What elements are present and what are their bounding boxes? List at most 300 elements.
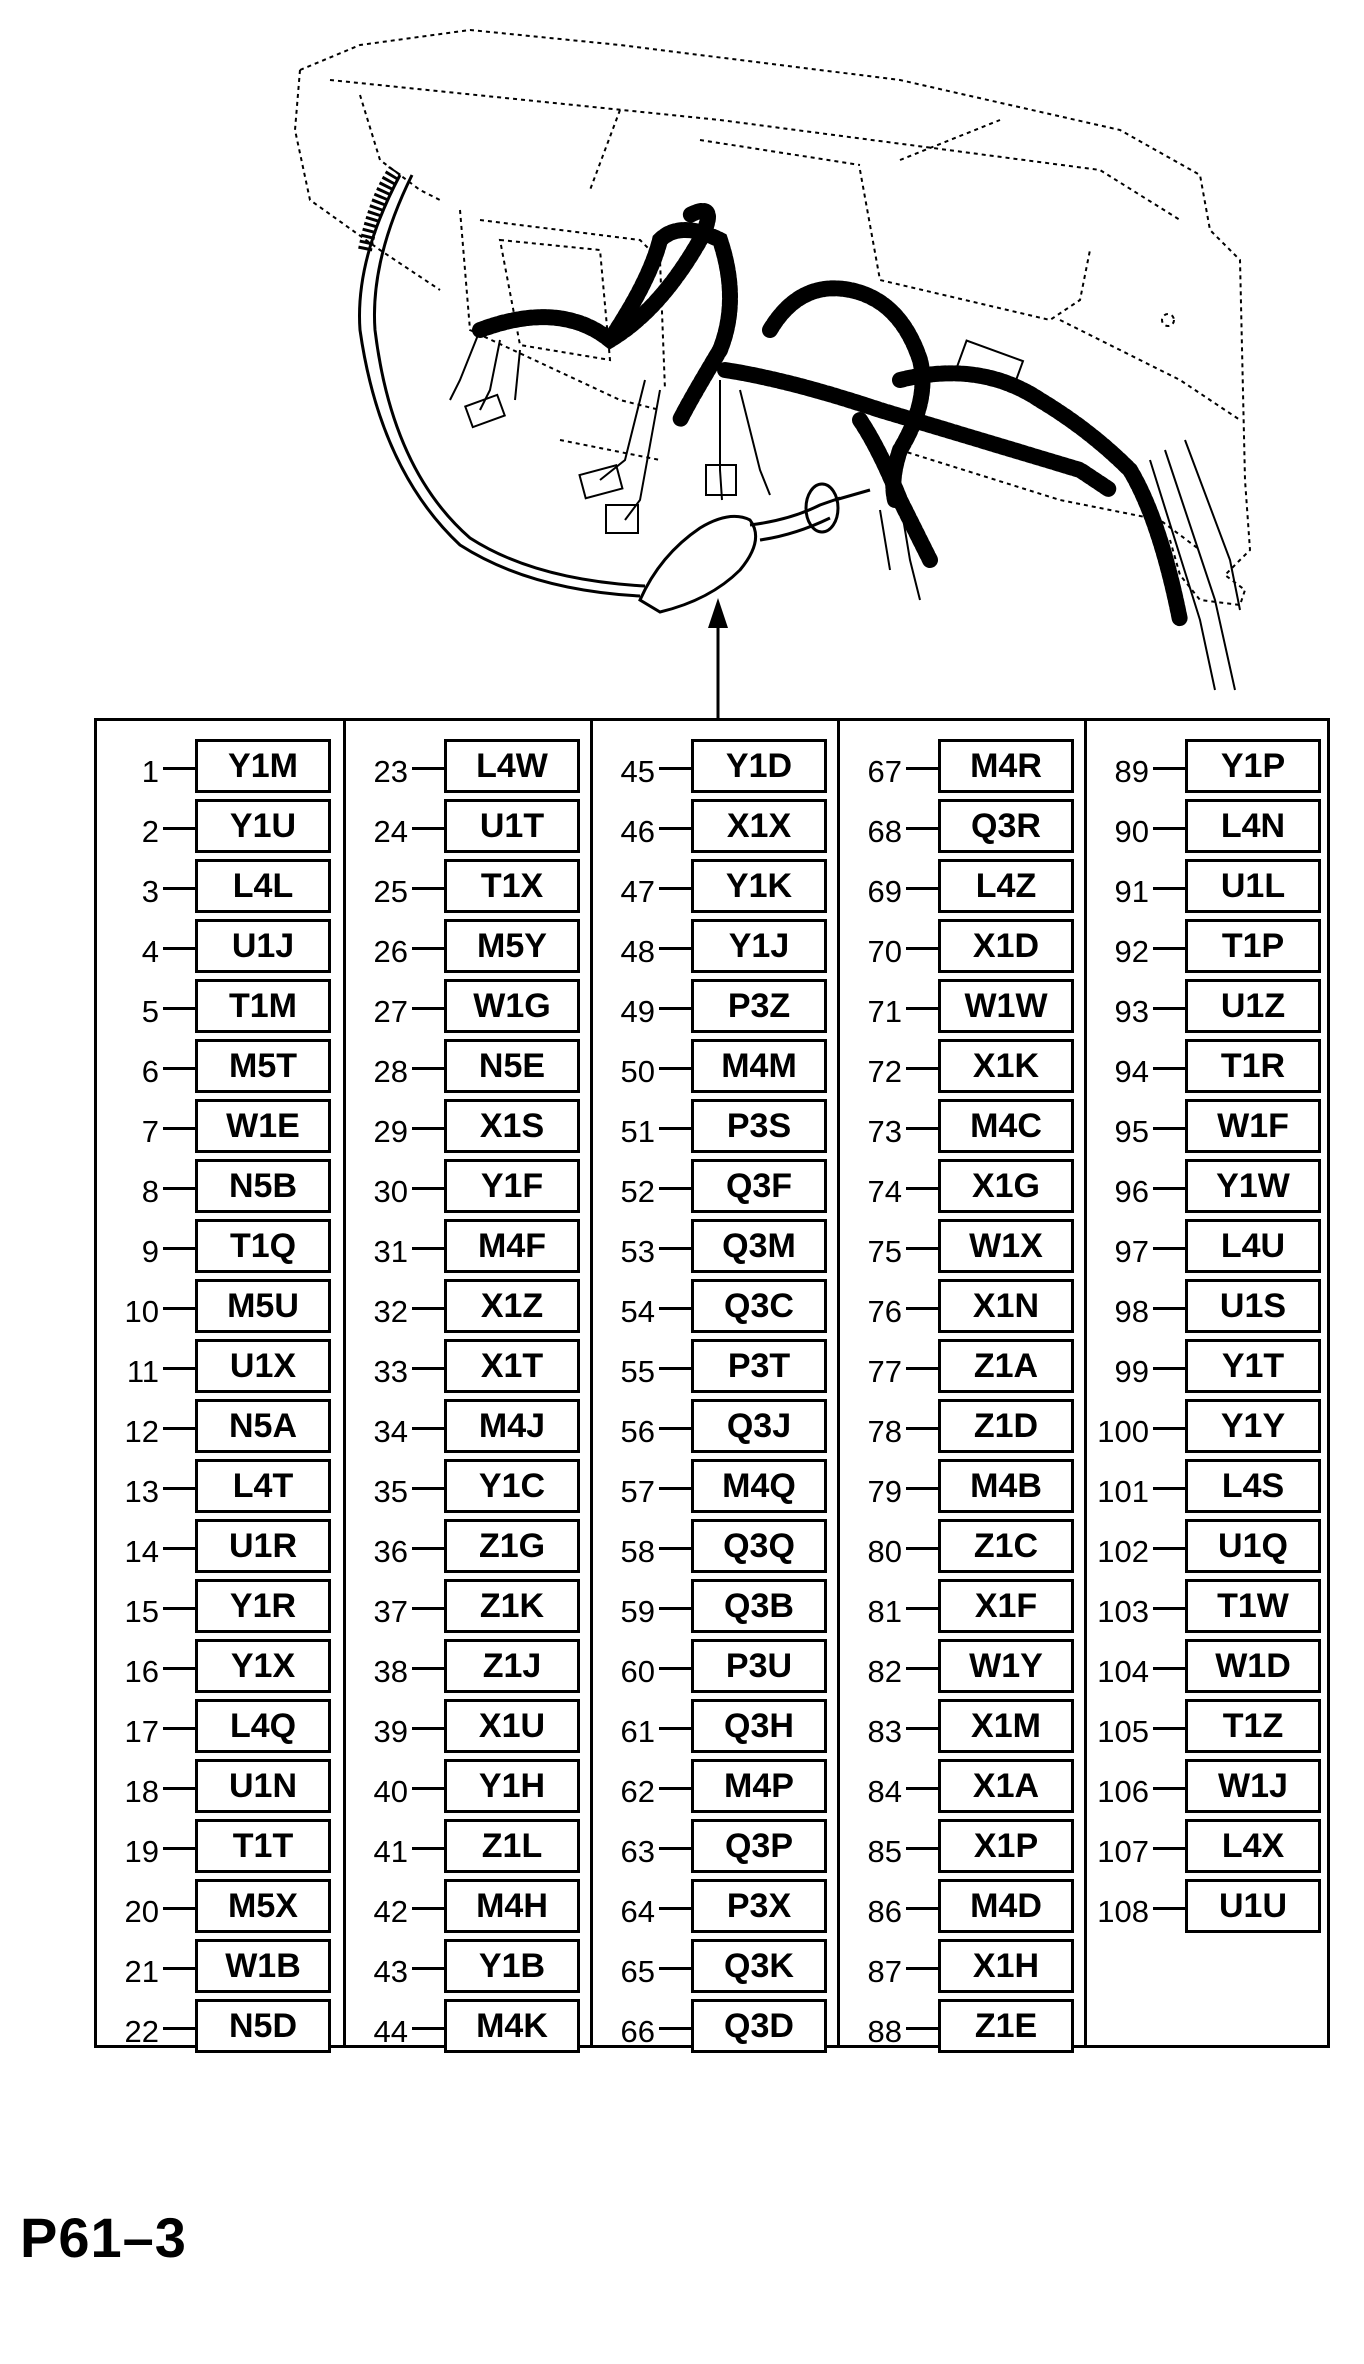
pin-row: [346, 1699, 590, 1753]
wire-code: U1T: [444, 799, 580, 853]
wire-code: Z1A: [938, 1339, 1074, 1393]
pin-row: [593, 1579, 837, 1633]
pin-row: [97, 1939, 343, 1993]
leader-line: [1153, 1127, 1185, 1130]
pin-number: 57: [620, 1474, 655, 1509]
pin-row: [840, 1819, 1084, 1873]
leader-line: [906, 1307, 938, 1310]
pin-row: [593, 1159, 837, 1213]
pin-row: [840, 1279, 1084, 1333]
leader-line: [163, 947, 195, 950]
wire-code: Q3Q: [691, 1519, 827, 1573]
pin-row: [593, 1399, 837, 1453]
pin-number: 17: [124, 1714, 159, 1749]
wire-code: N5B: [195, 1159, 331, 1213]
pin-number: 14: [124, 1534, 159, 1569]
pin-number: 74: [867, 1174, 902, 1209]
pin-number: 19: [124, 1834, 159, 1869]
pin-number: 95: [1114, 1114, 1149, 1149]
pin-row: [1087, 1579, 1327, 1633]
leader-line: [412, 1187, 444, 1190]
pin-row: [840, 799, 1084, 853]
wire-code: X1U: [444, 1699, 580, 1753]
wire-code: Q3D: [691, 1999, 827, 2053]
pin-number: 49: [620, 994, 655, 1029]
leader-line: [163, 1367, 195, 1370]
pin-number: 6: [141, 1054, 159, 1089]
leader-line: [412, 1907, 444, 1910]
pin-row: [1087, 1519, 1327, 1573]
leader-line: [163, 1247, 195, 1250]
wire-code: Y1R: [195, 1579, 331, 1633]
wire-code: X1S: [444, 1099, 580, 1153]
leader-line: [1153, 1907, 1185, 1910]
wire-code: N5E: [444, 1039, 580, 1093]
pin-row: [593, 1459, 837, 1513]
pin-number: 77: [867, 1354, 902, 1389]
pin-row: [1087, 1639, 1327, 1693]
leader-line: [412, 1247, 444, 1250]
wire-code: X1A: [938, 1759, 1074, 1813]
wire-code: Y1K: [691, 859, 827, 913]
pin-row: [97, 1399, 343, 1453]
leader-line: [1153, 1247, 1185, 1250]
pin-number: 23: [373, 754, 408, 789]
leader-line: [163, 1727, 195, 1730]
leader-line: [659, 1187, 691, 1190]
wire-code: Y1P: [1185, 739, 1321, 793]
wire-code: Z1D: [938, 1399, 1074, 1453]
pin-row: [97, 1639, 343, 1693]
pin-row: [346, 1039, 590, 1093]
leader-line: [906, 1427, 938, 1430]
wire-code: X1D: [938, 919, 1074, 973]
pin-row: [840, 1159, 1084, 1213]
leader-line: [659, 1487, 691, 1490]
pin-row: [346, 1879, 590, 1933]
wire-code: W1B: [195, 1939, 331, 1993]
leader-line: [659, 767, 691, 770]
leader-line: [906, 1907, 938, 1910]
wire-code: X1N: [938, 1279, 1074, 1333]
leader-line: [412, 1547, 444, 1550]
leader-line: [659, 1847, 691, 1850]
pin-number: 67: [867, 754, 902, 789]
leader-line: [659, 1667, 691, 1670]
leader-line: [163, 1667, 195, 1670]
pin-number: 68: [867, 814, 902, 849]
wire-code: Y1J: [691, 919, 827, 973]
pin-row: [1087, 979, 1327, 1033]
pin-number: 56: [620, 1414, 655, 1449]
pin-number: 105: [1097, 1714, 1149, 1749]
pin-row: [97, 1039, 343, 1093]
leader-line: [163, 767, 195, 770]
pin-number: 79: [867, 1474, 902, 1509]
wire-code: W1D: [1185, 1639, 1321, 1693]
pin-number: 70: [867, 934, 902, 969]
pin-number: 46: [620, 814, 655, 849]
pin-row: [593, 919, 837, 973]
pin-row: [346, 1819, 590, 1873]
pin-number: 80: [867, 1534, 902, 1569]
pin-row: [840, 1579, 1084, 1633]
wire-code: Q3J: [691, 1399, 827, 1453]
pin-row: [840, 1459, 1084, 1513]
pin-row: [1087, 799, 1327, 853]
leader-line: [659, 1727, 691, 1730]
pin-row: [346, 1999, 590, 2053]
wire-code: M4H: [444, 1879, 580, 1933]
leader-line: [659, 1907, 691, 1910]
pin-number: 31: [373, 1234, 408, 1269]
leader-line: [659, 2027, 691, 2030]
pin-number: 52: [620, 1174, 655, 1209]
pin-row: [97, 1699, 343, 1753]
pin-number: 39: [373, 1714, 408, 1749]
wire-code: T1P: [1185, 919, 1321, 973]
pin-number: 81: [867, 1594, 902, 1629]
wire-code: M5X: [195, 1879, 331, 1933]
wire-code: T1Q: [195, 1219, 331, 1273]
leader-line: [1153, 767, 1185, 770]
wire-code: Y1B: [444, 1939, 580, 1993]
pin-row: [346, 1219, 590, 1273]
pin-number: 53: [620, 1234, 655, 1269]
pin-row: [97, 1339, 343, 1393]
pin-row: [593, 1999, 837, 2053]
pin-row: [97, 1279, 343, 1333]
wire-code: W1G: [444, 979, 580, 1033]
wire-code: Q3K: [691, 1939, 827, 1993]
leader-line: [1153, 1847, 1185, 1850]
leader-line: [906, 1727, 938, 1730]
wire-code: P3U: [691, 1639, 827, 1693]
leader-line: [412, 1967, 444, 1970]
pin-number: 58: [620, 1534, 655, 1569]
pin-row: [1087, 1159, 1327, 1213]
pin-number: 36: [373, 1534, 408, 1569]
pin-number: 33: [373, 1354, 408, 1389]
pin-number: 54: [620, 1294, 655, 1329]
pin-number: 100: [1097, 1414, 1149, 1449]
leader-line: [906, 2027, 938, 2030]
leader-line: [659, 947, 691, 950]
wire-code: T1W: [1185, 1579, 1321, 1633]
pin-number: 103: [1097, 1594, 1149, 1629]
pin-row: [346, 1579, 590, 1633]
wire-code: X1H: [938, 1939, 1074, 1993]
figure-id: P61–3: [20, 2206, 187, 2269]
wire-code: Z1K: [444, 1579, 580, 1633]
pin-row: [840, 1699, 1084, 1753]
pin-row: [1087, 919, 1327, 973]
leader-line: [412, 1427, 444, 1430]
pin-number: 93: [1114, 994, 1149, 1029]
pin-number: 50: [620, 1054, 655, 1089]
pin-row: [97, 979, 343, 1033]
pin-number: 4: [141, 934, 159, 969]
pin-number: 86: [867, 1894, 902, 1929]
leader-line: [412, 1787, 444, 1790]
wire-code: Z1G: [444, 1519, 580, 1573]
wire-code: N5A: [195, 1399, 331, 1453]
pin-table: [94, 718, 1330, 2048]
pin-number: 66: [620, 2014, 655, 2049]
pin-number: 71: [867, 994, 902, 1029]
leader-line: [163, 1127, 195, 1130]
wire-code: M4B: [938, 1459, 1074, 1513]
leader-line: [1153, 1427, 1185, 1430]
pin-row: [840, 919, 1084, 973]
pin-number: 51: [620, 1114, 655, 1149]
wire-code: T1M: [195, 979, 331, 1033]
pin-row: [840, 1759, 1084, 1813]
leader-line: [1153, 1007, 1185, 1010]
wire-code: L4X: [1185, 1819, 1321, 1873]
pin-row: [1087, 1459, 1327, 1513]
leader-line: [163, 1427, 195, 1430]
pin-row: [97, 799, 343, 853]
pin-row: [840, 1519, 1084, 1573]
pin-number: 84: [867, 1774, 902, 1809]
pin-number: 32: [373, 1294, 408, 1329]
pin-number: 2: [141, 814, 159, 849]
wire-code: M4Q: [691, 1459, 827, 1513]
pin-number: 107: [1097, 1834, 1149, 1869]
leader-line: [906, 1667, 938, 1670]
wire-code: Z1C: [938, 1519, 1074, 1573]
leader-line: [906, 1487, 938, 1490]
wire-code: Q3P: [691, 1819, 827, 1873]
wire-code: L4Z: [938, 859, 1074, 913]
wire-code: U1N: [195, 1759, 331, 1813]
pin-number: 41: [373, 1834, 408, 1869]
pin-row: [97, 1099, 343, 1153]
pin-row: [346, 1099, 590, 1153]
wire-code: U1U: [1185, 1879, 1321, 1933]
wire-code: Y1X: [195, 1639, 331, 1693]
pin-number: 72: [867, 1054, 902, 1089]
leader-line: [659, 1067, 691, 1070]
pin-number: 88: [867, 2014, 902, 2049]
wire-code: T1Z: [1185, 1699, 1321, 1753]
leader-line: [906, 827, 938, 830]
pin-row: [1087, 1279, 1327, 1333]
leader-line: [412, 1487, 444, 1490]
leader-line: [906, 1607, 938, 1610]
pin-number: 75: [867, 1234, 902, 1269]
leader-line: [163, 827, 195, 830]
pin-row: [1087, 1399, 1327, 1453]
pin-number: 44: [373, 2014, 408, 2049]
pin-row: [346, 739, 590, 793]
leader-line: [412, 947, 444, 950]
leader-line: [1153, 1727, 1185, 1730]
pin-number: 76: [867, 1294, 902, 1329]
wire-code: L4N: [1185, 799, 1321, 853]
leader-line: [906, 947, 938, 950]
leader-line: [412, 1607, 444, 1610]
pin-row: [840, 1879, 1084, 1933]
leader-line: [163, 1967, 195, 1970]
wire-code: T1T: [195, 1819, 331, 1873]
pin-number: 38: [373, 1654, 408, 1689]
pin-number: 85: [867, 1834, 902, 1869]
wire-code: W1J: [1185, 1759, 1321, 1813]
leader-line: [659, 887, 691, 890]
pin-number: 69: [867, 874, 902, 909]
leader-line: [1153, 887, 1185, 890]
leader-line: [412, 1667, 444, 1670]
pin-row: [346, 1459, 590, 1513]
wire-code: X1Z: [444, 1279, 580, 1333]
wire-code: Q3B: [691, 1579, 827, 1633]
wire-code: Y1W: [1185, 1159, 1321, 1213]
pin-number: 15: [124, 1594, 159, 1629]
leader-line: [163, 1187, 195, 1190]
wire-code: L4Q: [195, 1699, 331, 1753]
leader-line: [163, 1607, 195, 1610]
pin-number: 96: [1114, 1174, 1149, 1209]
pin-number: 42: [373, 1894, 408, 1929]
pin-number: 25: [373, 874, 408, 909]
leader-line: [412, 1067, 444, 1070]
pin-row: [593, 1099, 837, 1153]
pin-number: 8: [141, 1174, 159, 1209]
pin-row: [840, 1399, 1084, 1453]
leader-line: [906, 887, 938, 890]
leader-line: [1153, 1667, 1185, 1670]
pin-row: [97, 1159, 343, 1213]
pin-row: [346, 979, 590, 1033]
pin-number: 91: [1114, 874, 1149, 909]
pin-number: 78: [867, 1414, 902, 1449]
pin-number: 34: [373, 1414, 408, 1449]
leader-line: [412, 767, 444, 770]
leader-line: [659, 1787, 691, 1790]
wire-code: X1G: [938, 1159, 1074, 1213]
leader-line: [659, 1367, 691, 1370]
pin-row: [346, 1279, 590, 1333]
leader-line: [906, 1007, 938, 1010]
wire-code: Q3M: [691, 1219, 827, 1273]
leader-line: [906, 1787, 938, 1790]
leader-line: [1153, 1607, 1185, 1610]
wire-code: T1R: [1185, 1039, 1321, 1093]
pin-number: 20: [124, 1894, 159, 1929]
wire-code: Y1Y: [1185, 1399, 1321, 1453]
pin-row: [840, 1939, 1084, 1993]
pin-row: [840, 1099, 1084, 1153]
pin-number: 10: [124, 1294, 159, 1329]
pin-row: [1087, 739, 1327, 793]
pin-row: [593, 739, 837, 793]
pin-row: [593, 1519, 837, 1573]
leader-line: [1153, 1367, 1185, 1370]
pin-row: [1087, 1219, 1327, 1273]
wire-code: W1Y: [938, 1639, 1074, 1693]
leader-line: [659, 1427, 691, 1430]
pin-number: 24: [373, 814, 408, 849]
pin-row: [97, 1999, 343, 2053]
pin-row: [346, 859, 590, 913]
pin-number: 63: [620, 1834, 655, 1869]
pin-number: 73: [867, 1114, 902, 1149]
pin-row: [97, 1459, 343, 1513]
pin-number: 28: [373, 1054, 408, 1089]
wire-code: X1P: [938, 1819, 1074, 1873]
wire-code: M5T: [195, 1039, 331, 1093]
pin-row: [346, 1339, 590, 1393]
wire-code: Z1L: [444, 1819, 580, 1873]
pin-row: [593, 1879, 837, 1933]
pin-number: 97: [1114, 1234, 1149, 1269]
pin-row: [1087, 1819, 1327, 1873]
leader-line: [412, 1847, 444, 1850]
leader-line: [1153, 1547, 1185, 1550]
pin-number: 59: [620, 1594, 655, 1629]
leader-line: [659, 1607, 691, 1610]
wire-code: U1X: [195, 1339, 331, 1393]
pin-row: [1087, 1759, 1327, 1813]
wire-code: U1Q: [1185, 1519, 1321, 1573]
pin-row: [593, 1339, 837, 1393]
leader-line: [906, 1067, 938, 1070]
pin-number: 7: [141, 1114, 159, 1149]
pin-number: 13: [124, 1474, 159, 1509]
pin-row: [840, 979, 1084, 1033]
wire-code: T1X: [444, 859, 580, 913]
leader-line: [1153, 947, 1185, 950]
wire-code: Q3H: [691, 1699, 827, 1753]
wire-code: U1S: [1185, 1279, 1321, 1333]
wire-code: W1W: [938, 979, 1074, 1033]
wire-code: L4L: [195, 859, 331, 913]
pin-row: [593, 859, 837, 913]
pin-row: [97, 1579, 343, 1633]
pin-row: [97, 739, 343, 793]
pin-number: 30: [373, 1174, 408, 1209]
wire-code: M4C: [938, 1099, 1074, 1153]
pin-number: 40: [373, 1774, 408, 1809]
wire-code: U1Z: [1185, 979, 1321, 1033]
wire-code: Q3F: [691, 1159, 827, 1213]
leader-line: [1153, 1187, 1185, 1190]
leader-line: [1153, 1487, 1185, 1490]
wire-code: X1M: [938, 1699, 1074, 1753]
wire-code: W1E: [195, 1099, 331, 1153]
wire-code: Y1H: [444, 1759, 580, 1813]
pin-row: [346, 1399, 590, 1453]
pin-row: [593, 979, 837, 1033]
pin-number: 9: [141, 1234, 159, 1269]
wire-code: Z1E: [938, 1999, 1074, 2053]
wire-code: Y1F: [444, 1159, 580, 1213]
pin-row: [593, 1279, 837, 1333]
leader-line: [906, 1187, 938, 1190]
pin-row: [97, 1759, 343, 1813]
pin-row: [1087, 1699, 1327, 1753]
leader-line: [163, 1787, 195, 1790]
pin-number: 1: [141, 754, 159, 789]
pin-row: [97, 859, 343, 913]
pin-row: [1087, 1879, 1327, 1933]
leader-line: [163, 887, 195, 890]
leader-line: [906, 1847, 938, 1850]
leader-line: [659, 827, 691, 830]
leader-line: [163, 1007, 195, 1010]
